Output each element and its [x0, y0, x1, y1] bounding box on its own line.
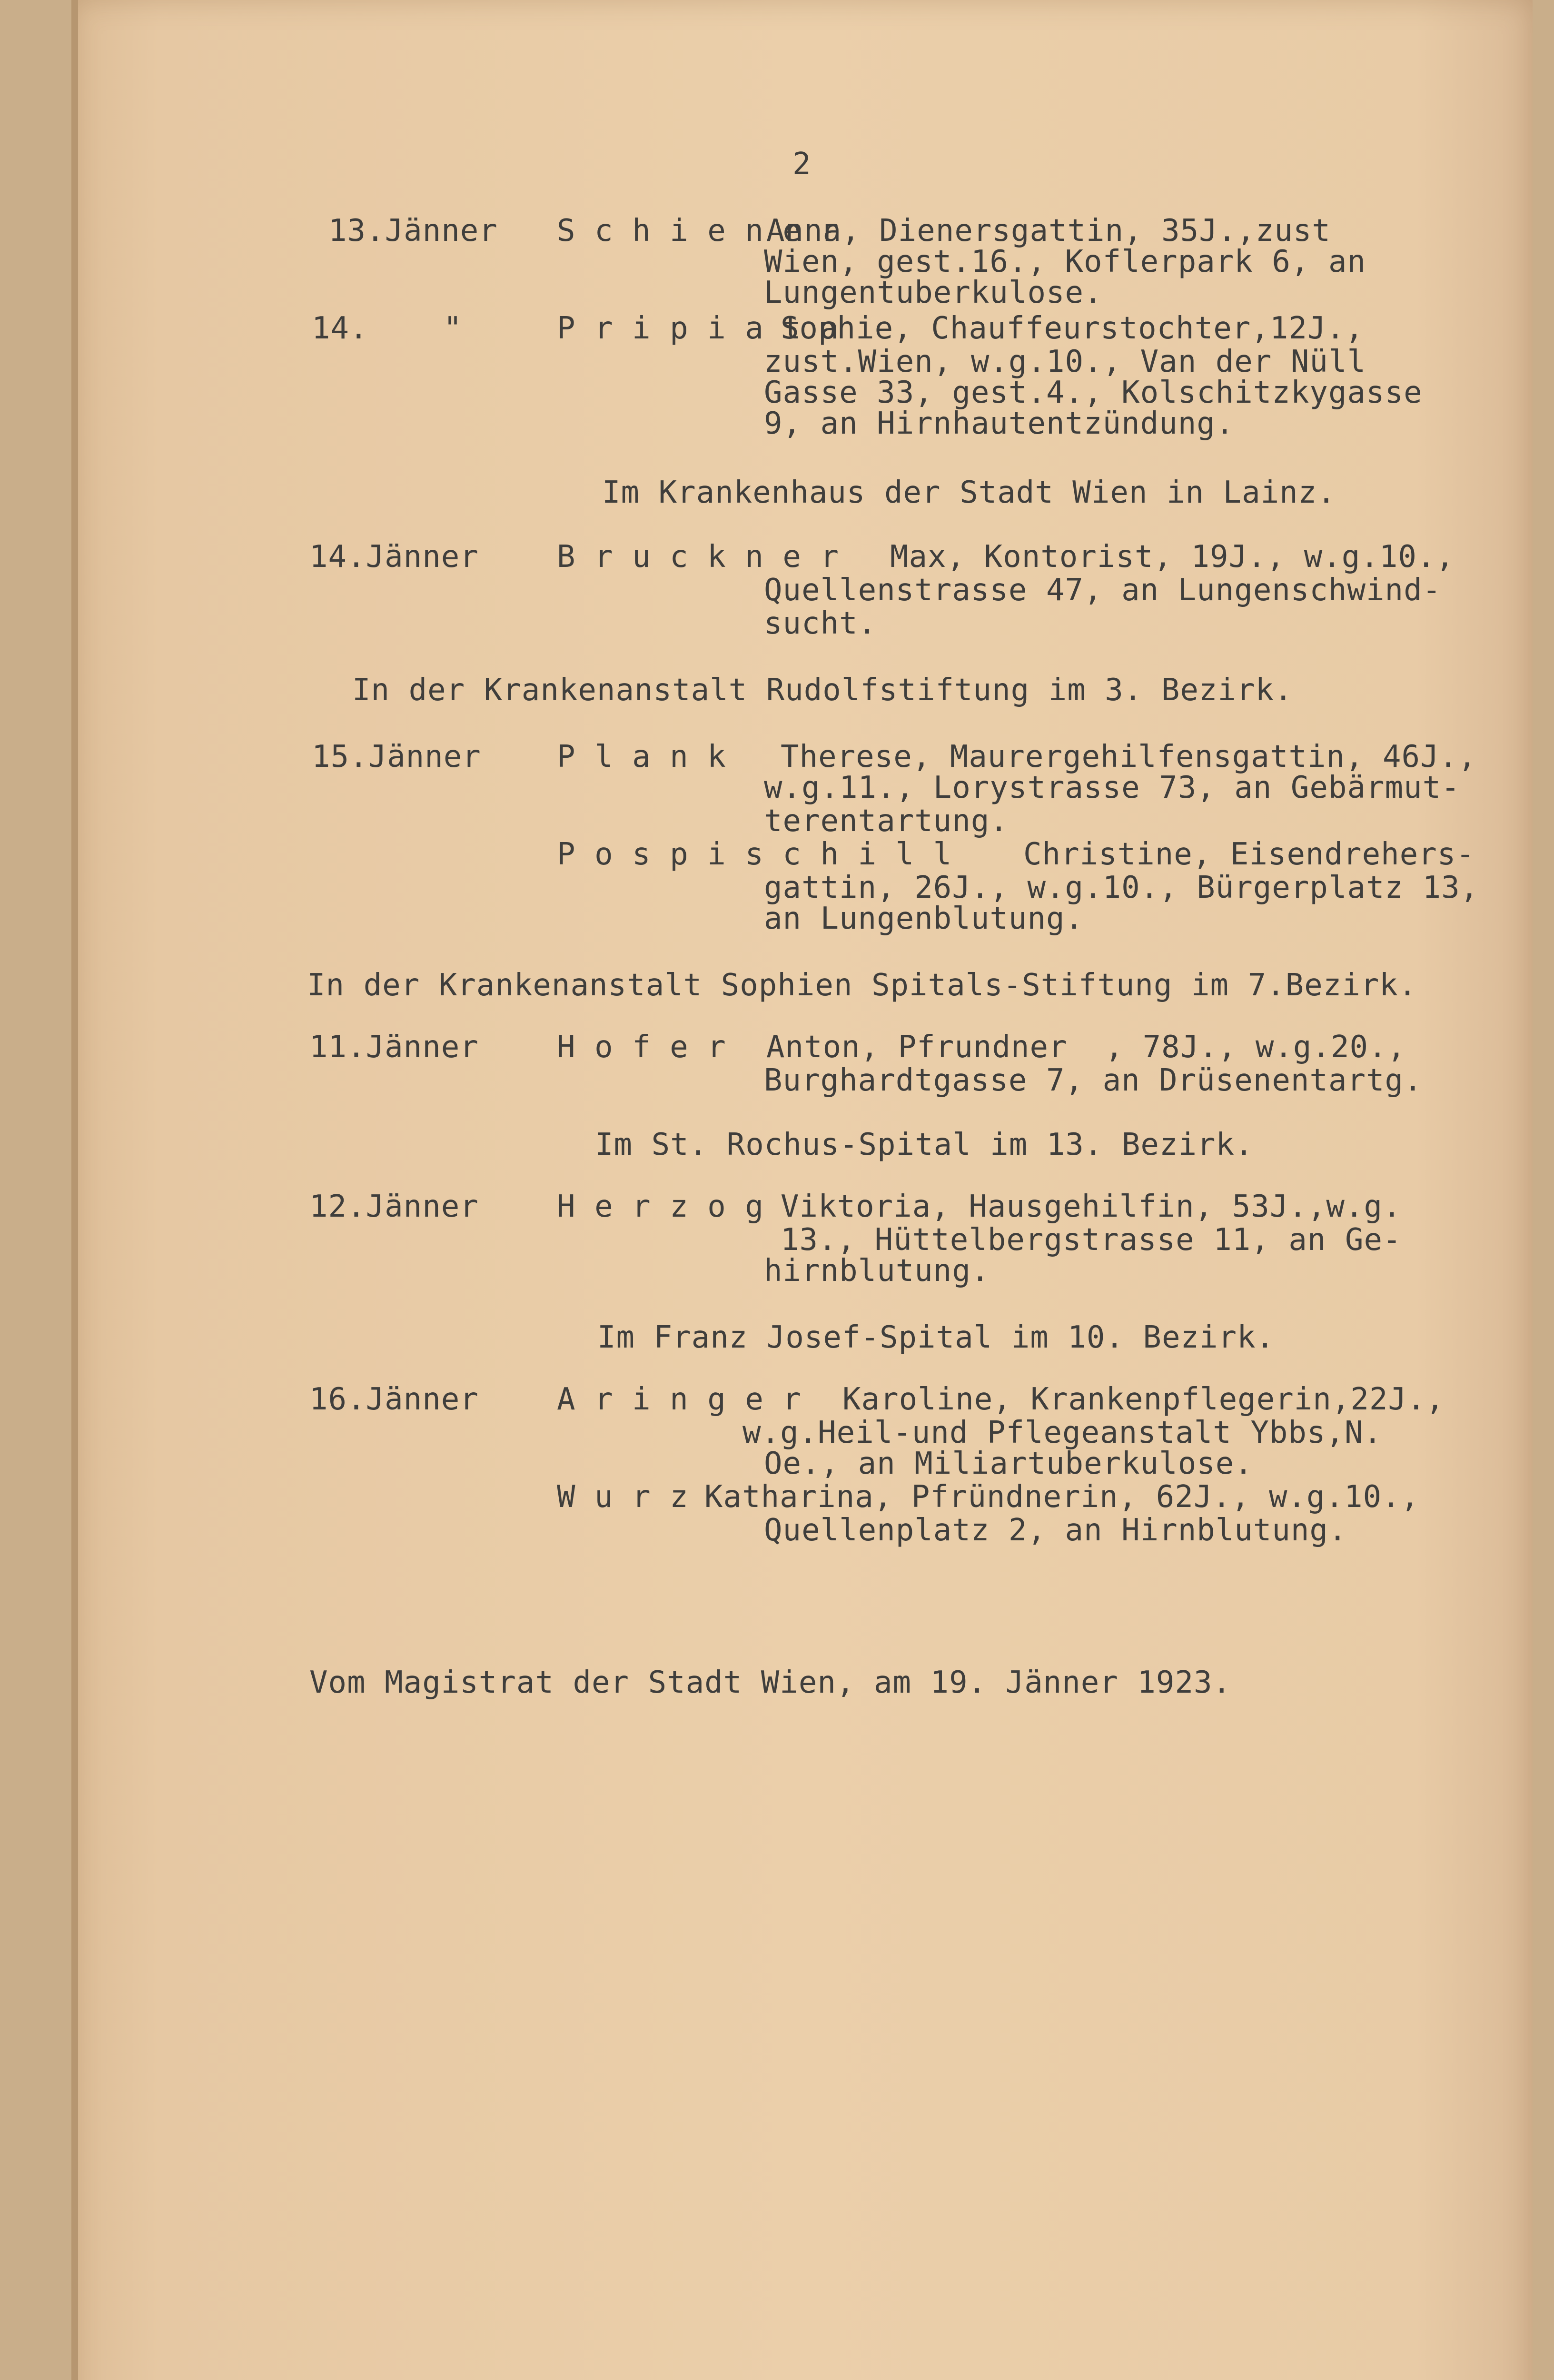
section-heading: In der Krankenanstalt Sophien Spitals-Stiftung im 7.Bezirk.	[307, 968, 1417, 1003]
entry-line: gattin, 26J., w.g.10., Bürgerplatz 13,	[764, 870, 1479, 905]
entry-name: A r i n g e r	[557, 1382, 802, 1417]
entry-line: Lungentuberkulose.	[764, 275, 1103, 310]
entry-line: Sophie, Chauffeurstochter,12J.,	[781, 311, 1364, 346]
entry-line: Viktoria, Hausgehilfin, 53J.,w.g.	[781, 1189, 1402, 1224]
section-heading: In der Krankenanstalt Rudolfstiftung im 3. Bezirk.	[352, 673, 1293, 708]
entry-line: Quellenplatz 2, an Hirnblutung.	[764, 1513, 1347, 1548]
entry-line: Anna, Dienersgattin, 35J.,zust	[766, 213, 1331, 248]
entry-date: 14.Jänner	[309, 539, 479, 575]
entry-line: 13., Hüttelbergstrasse 11, an Ge-	[781, 1222, 1402, 1258]
entry-name: B r u c k n e r	[557, 539, 839, 575]
entry-date: 13.Jänner	[328, 213, 498, 248]
entry-date: 11.Jänner	[309, 1030, 479, 1065]
page-number: 2	[792, 147, 812, 182]
entry-line: w.g.11., Lorystrasse 73, an Gebärmut-	[764, 770, 1460, 805]
entry-name: H e r z o g	[557, 1189, 764, 1224]
entry-date: 16.Jänner	[309, 1382, 479, 1417]
entry-name: H o f e r	[557, 1030, 726, 1065]
entry-line: sucht.	[764, 606, 877, 641]
entry-line: terentartung.	[764, 803, 1009, 839]
entry-name: S c h i e n e r	[557, 213, 839, 248]
section-heading: Im St. Rochus-Spital im 13. Bezirk.	[595, 1127, 1254, 1162]
entry-line: Quellenstrasse 47, an Lungenschwind-	[764, 573, 1442, 608]
entry-line: Christine, Eisendrehers-	[1023, 837, 1475, 872]
entry-name: W u r z	[557, 1479, 689, 1515]
entry-line: w.g.Heil-und Pflegeanstalt Ybbs,N.	[742, 1415, 1383, 1450]
document-footer: Vom Magistrat der Stadt Wien, am 19. Jänner 1923.	[309, 1665, 1232, 1700]
entry-line: hirnblutung.	[764, 1253, 990, 1289]
entry-line: Katharina, Pfründnerin, 62J., w.g.10.,	[704, 1479, 1420, 1515]
entry-date: 15.Jänner	[312, 739, 481, 774]
section-heading: Im Franz Josef-Spital im 10. Bezirk.	[597, 1320, 1275, 1355]
entry-line: Karoline, Krankenpflegerin,22J.,	[842, 1382, 1445, 1417]
entry-line: 9, an Hirnhautentzündung.	[764, 406, 1235, 441]
entry-line: zust.Wien, w.g.10., Van der Nüll	[764, 344, 1366, 379]
entry-name: P r i p i a t a	[557, 311, 839, 346]
entry-line: Therese, Maurergehilfensgattin, 46J.,	[781, 739, 1477, 774]
entry-line: Burghardtgasse 7, an Drüsenentartg.	[764, 1063, 1423, 1098]
entry-line: Oe., an Miliartuberkulose.	[764, 1446, 1253, 1481]
entry-line: Wien, gest.16., Koflerpark 6, an	[764, 244, 1366, 279]
entry-line: Anton, Pfrundner , 78J., w.g.20.,	[766, 1030, 1406, 1065]
entry-date: 12.Jänner	[309, 1189, 479, 1224]
section-heading: Im Krankenhaus der Stadt Wien in Lainz.	[602, 475, 1336, 510]
entry-date: 14. "	[312, 311, 463, 346]
page-edge	[71, 0, 78, 2380]
entry-line: Gasse 33, gest.4., Kolschitzkygasse	[764, 375, 1423, 410]
entry-line: Max, Kontorist, 19J., w.g.10.,	[890, 539, 1455, 575]
entry-name: P o s p i s c h i l l	[557, 837, 952, 872]
entry-line: an Lungenblutung.	[764, 901, 1084, 936]
entry-name: P l a n k	[557, 739, 726, 774]
